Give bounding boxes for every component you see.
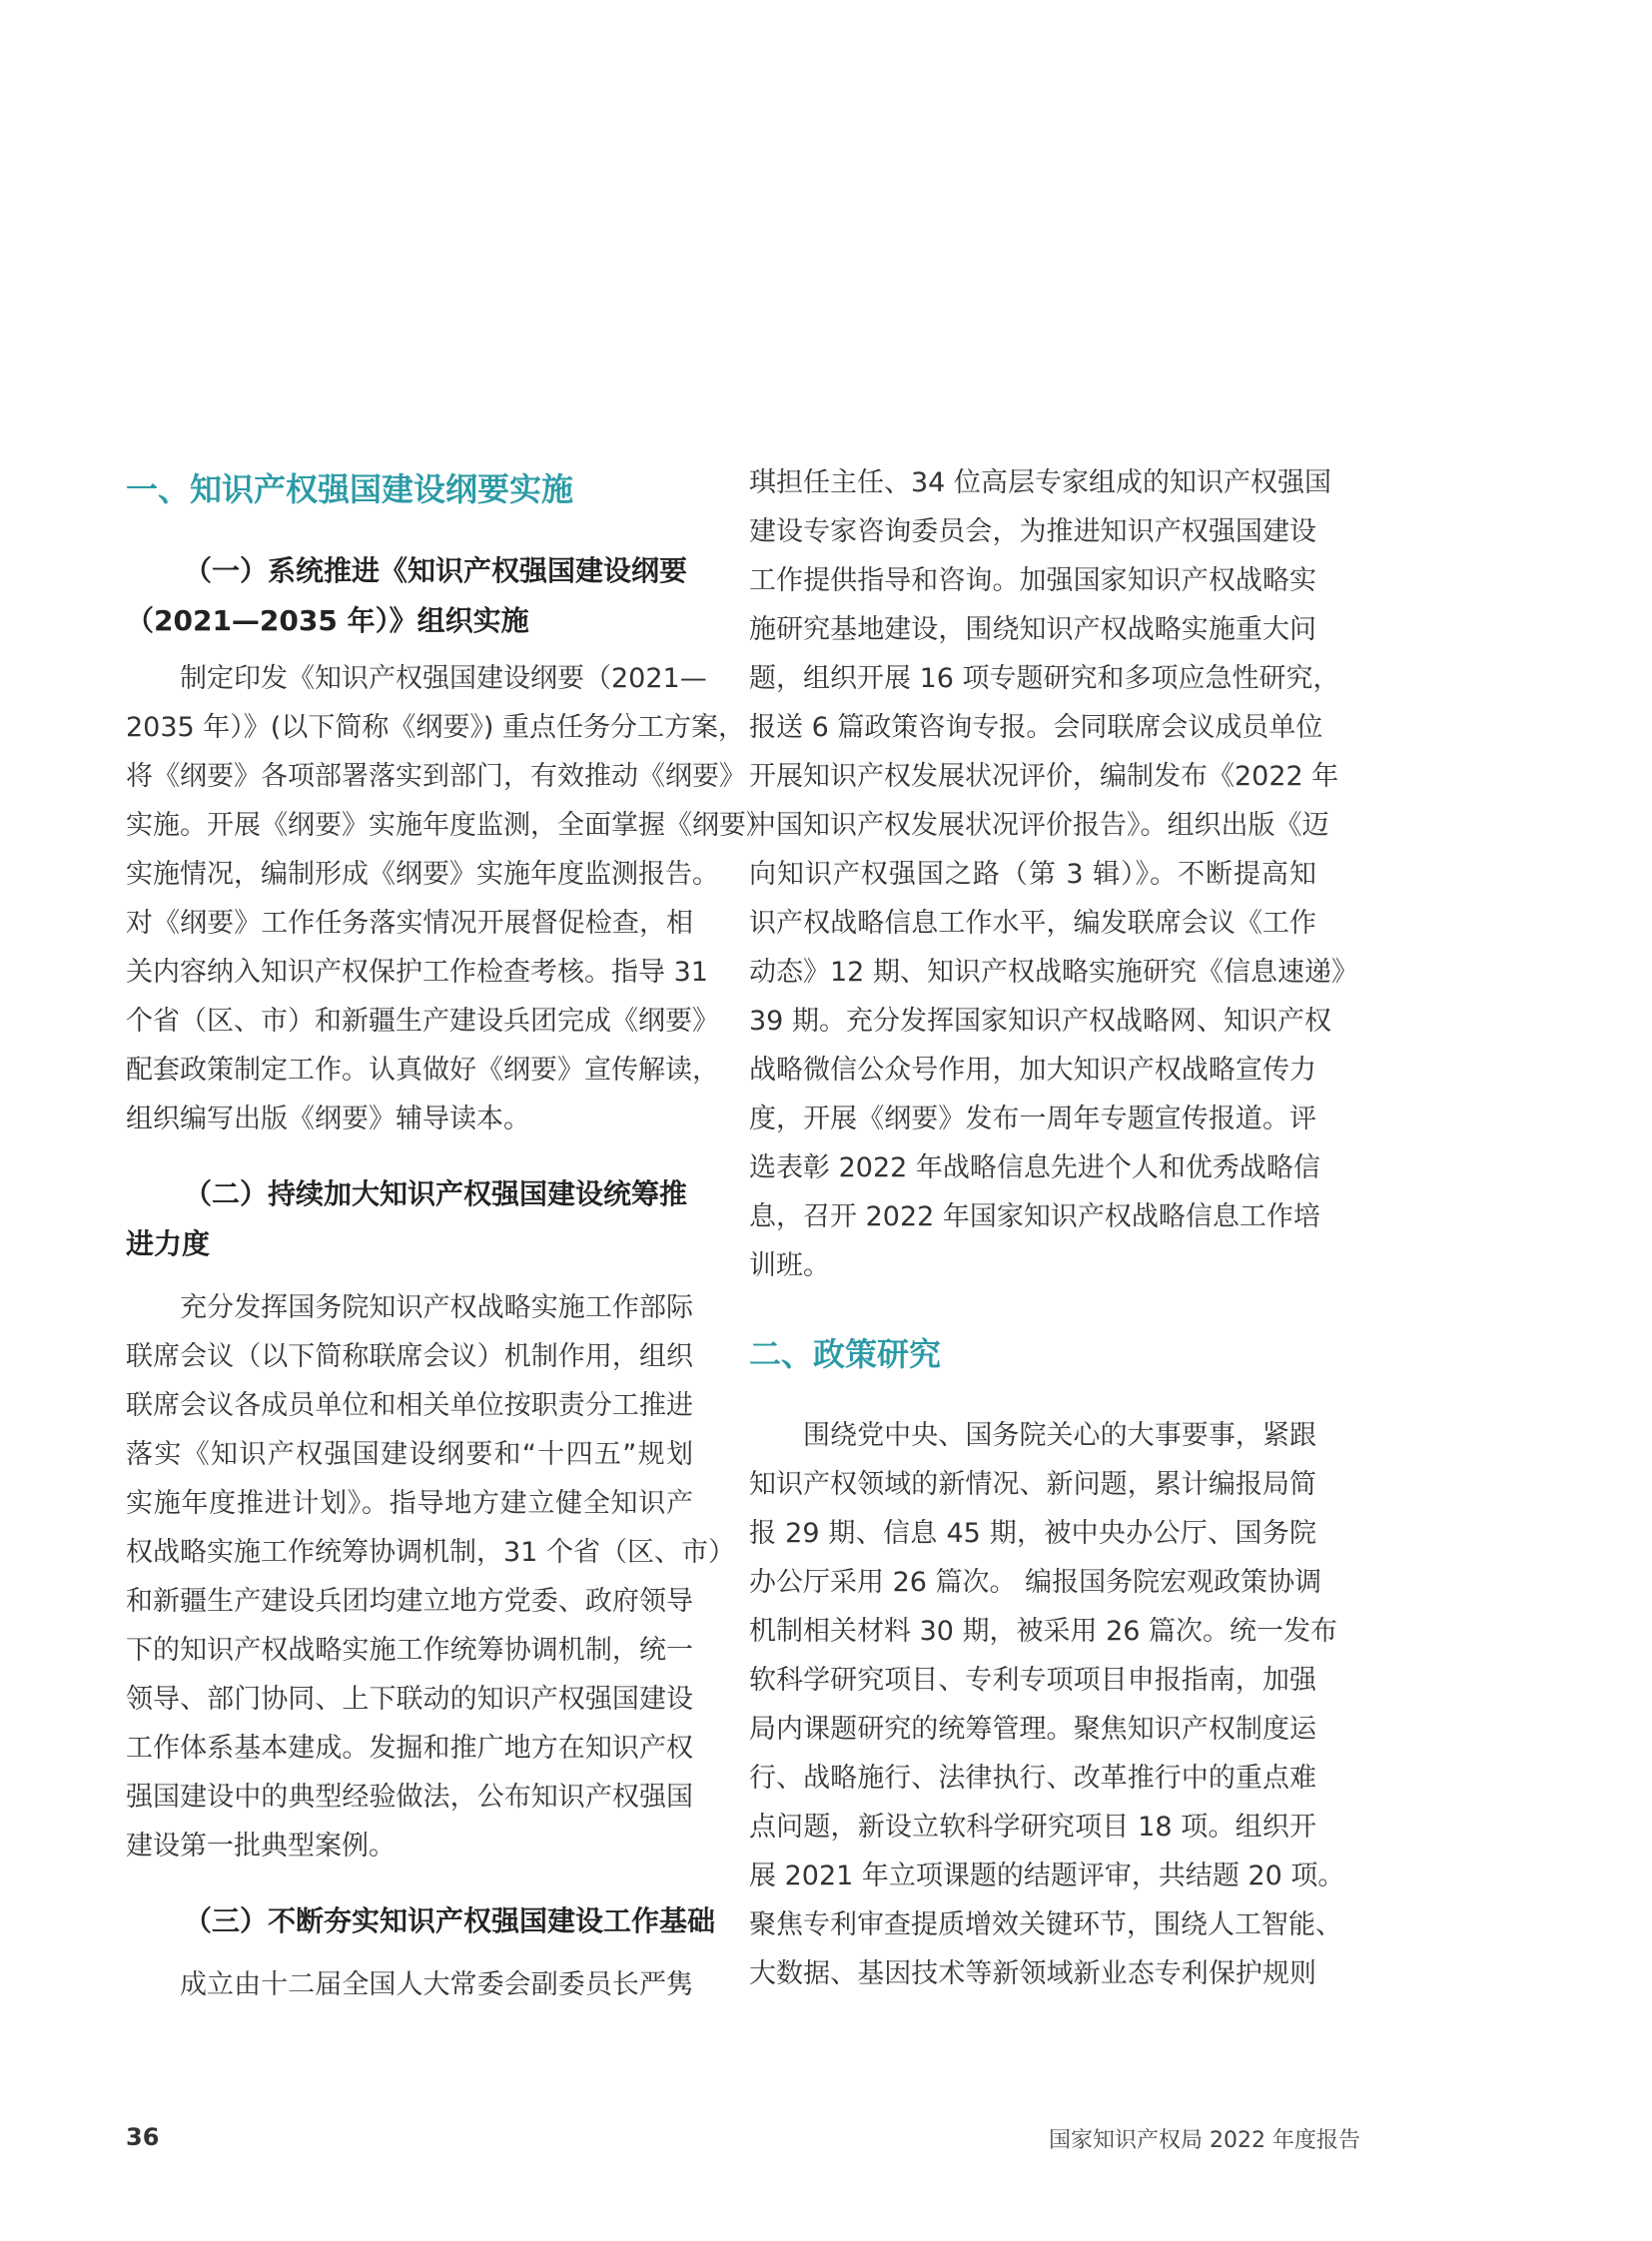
paragraph-2-line: 落实《知识产权强国建设纲要和“十四五”规划 <box>126 1439 693 1470</box>
paragraph-1-line: 组织编写出版《纲要》辅导读本。 <box>126 1104 530 1134</box>
paragraph-1-line: 实施情况，编制形成《纲要》实施年度监测报告。 <box>126 859 719 890</box>
paragraph-4-line: 围绕党中央、国务院关心的大事要事，紧跟 <box>803 1420 1316 1451</box>
subheading-1-line-1: （一）系统推进《知识产权强国建设纲要 <box>184 554 688 587</box>
section-title-strategy: 一、知识产权强国建设纲要实施 <box>126 470 574 508</box>
paragraph-2-line: 充分发挥国务院知识产权战略实施工作部际 <box>180 1292 693 1323</box>
paragraph-continued-line: 中国知识产权发展状况评价报告》。组织出版《迈 <box>749 810 1329 841</box>
paragraph-1-line: 对《纲要》工作任务落实情况开展督促检查，相 <box>126 908 693 939</box>
paragraph-1-line: 个省（区、市）和新疆生产建设兵团完成《纲要》 <box>126 1006 719 1037</box>
paragraph-continued-line: 工作提供指导和咨询。加强国家知识产权战略实 <box>749 565 1316 596</box>
paragraph-continued-line: 题，组织开展 16 项专题研究和多项应急性研究， <box>749 663 1340 694</box>
paragraph-continued-line: 建设专家咨询委员会，为推进知识产权强国建设 <box>749 516 1316 547</box>
paragraph-4-line: 软科学研究项目、专利专项项目申报指南，加强 <box>749 1665 1316 1696</box>
paragraph-continued-line: 施研究基地建设，围绕知识产权战略实施重大问 <box>749 614 1316 645</box>
paragraph-2-line: 和新疆生产建设兵团均建立地方党委、政府领导 <box>126 1586 693 1617</box>
paragraph-continued-line: 战略微信公众号作用，加大知识产权战略宣传力 <box>749 1055 1316 1086</box>
paragraph-2-line: 权战略实施工作统筹协调机制，31 个省（区、市） <box>126 1537 735 1568</box>
paragraph-1-line: 关内容纳入知识产权保护工作检查考核。指导 31 <box>126 957 708 988</box>
paragraph-4-line: 行、战略施行、法律执行、改革推行中的重点难 <box>749 1763 1316 1794</box>
paragraph-continued-line: 向知识产权强国之路（第 3 辑）》。不断提高知 <box>749 859 1316 890</box>
page-number: 36 <box>126 2123 160 2151</box>
paragraph-2-line: 联席会议各成员单位和相关单位按职责分工推进 <box>126 1390 693 1421</box>
paragraph-2-line: 建设第一批典型案例。 <box>126 1831 396 1862</box>
paragraph-continued-line: 琪担任主任、34 位高层专家组成的知识产权强国 <box>749 467 1331 498</box>
paragraph-continued-line: 度，开展《纲要》发布一周年专题宣传报道。评 <box>749 1104 1316 1134</box>
paragraph-3-line: 成立由十二届全国人大常委会副委员长严隽 <box>180 1969 693 2000</box>
paragraph-4-line: 办公厅采用 26 篇次。 编报国务院宏观政策协调 <box>749 1567 1322 1598</box>
paragraph-2-line: 实施年度推进计划》。指导地方建立健全知识产 <box>126 1488 693 1519</box>
paragraph-4-line: 大数据、基因技术等新领域新业态专利保护规则 <box>749 1958 1316 1989</box>
paragraph-4-line: 聚焦专利审查提质增效关键环节，围绕人工智能、 <box>749 1909 1342 1940</box>
paragraph-continued-line: 训班。 <box>749 1250 830 1281</box>
paragraph-4-line: 局内课题研究的统筹管理。聚焦知识产权制度运 <box>749 1714 1316 1745</box>
subheading-2-line-2: 进力度 <box>126 1227 211 1260</box>
paragraph-4-line: 机制相关材料 30 期，被采用 26 篇次。统一发布 <box>749 1616 1338 1647</box>
paragraph-4-line: 知识产权领域的新情况、新问题，累计编报局简 <box>749 1469 1316 1500</box>
subheading-2-line-1: （二）持续加大知识产权强国建设统筹推 <box>184 1177 688 1210</box>
paragraph-4-line: 展 2021 年立项课题的结题评审，共结题 20 项。 <box>749 1861 1345 1891</box>
paragraph-continued-line: 动态》12 期、知识产权战略实施研究《信息速递》 <box>749 957 1358 988</box>
paragraph-4-line: 报 29 期、信息 45 期，被中央办公厅、国务院 <box>749 1518 1316 1549</box>
section-title-policy-research: 二、政策研究 <box>749 1335 942 1373</box>
paragraph-2-line: 工作体系基本建成。发掘和推广地方在知识产权 <box>126 1733 693 1764</box>
paragraph-continued-line: 报送 6 篇政策咨询专报。会同联席会议成员单位 <box>749 712 1323 743</box>
paragraph-1-line: 制定印发《知识产权强国建设纲要（2021— <box>180 663 707 694</box>
paragraph-1-line: 实施。开展《纲要》实施年度监测，全面掌握《纲要》 <box>126 810 773 841</box>
paragraph-1-line: 2035 年）》(以下简称《纲要》) 重点任务分工方案， <box>126 712 745 743</box>
paragraph-continued-line: 39 期。充分发挥国家知识产权战略网、知识产权 <box>749 1006 1331 1037</box>
subheading-1-line-2: （2021—2035 年）》组织实施 <box>126 604 529 637</box>
paragraph-1-line: 配套政策制定工作。认真做好《纲要》宣传解读， <box>126 1055 719 1086</box>
paragraph-continued-line: 开展知识产权发展状况评价，编制发布《2022 年 <box>749 761 1339 792</box>
paragraph-1-line: 将《纲要》各项部署落实到部门，有效推动《纲要》 <box>126 761 746 792</box>
paragraph-2-line: 领导、部门协同、上下联动的知识产权强国建设 <box>126 1684 693 1715</box>
paragraph-4-line: 点问题，新设立软科学研究项目 18 项。组织开 <box>749 1812 1316 1843</box>
paragraph-2-line: 下的知识产权战略实施工作统筹协调机制，统一 <box>126 1635 693 1666</box>
paragraph-continued-line: 息，召开 2022 年国家知识产权战略信息工作培 <box>749 1201 1320 1232</box>
paragraph-continued-line: 识产权战略信息工作水平，编发联席会议《工作 <box>749 908 1316 939</box>
footer-report-title: 国家知识产权局 2022 年度报告 <box>1049 2128 1360 2153</box>
paragraph-2-line: 联席会议（以下简称联席会议）机制作用，组织 <box>126 1341 693 1372</box>
paragraph-2-line: 强国建设中的典型经验做法，公布知识产权强国 <box>126 1782 693 1813</box>
subheading-3: （三）不断夯实知识产权强国建设工作基础 <box>184 1904 716 1937</box>
paragraph-continued-line: 选表彰 2022 年战略信息先进个人和优秀战略信 <box>749 1152 1320 1183</box>
